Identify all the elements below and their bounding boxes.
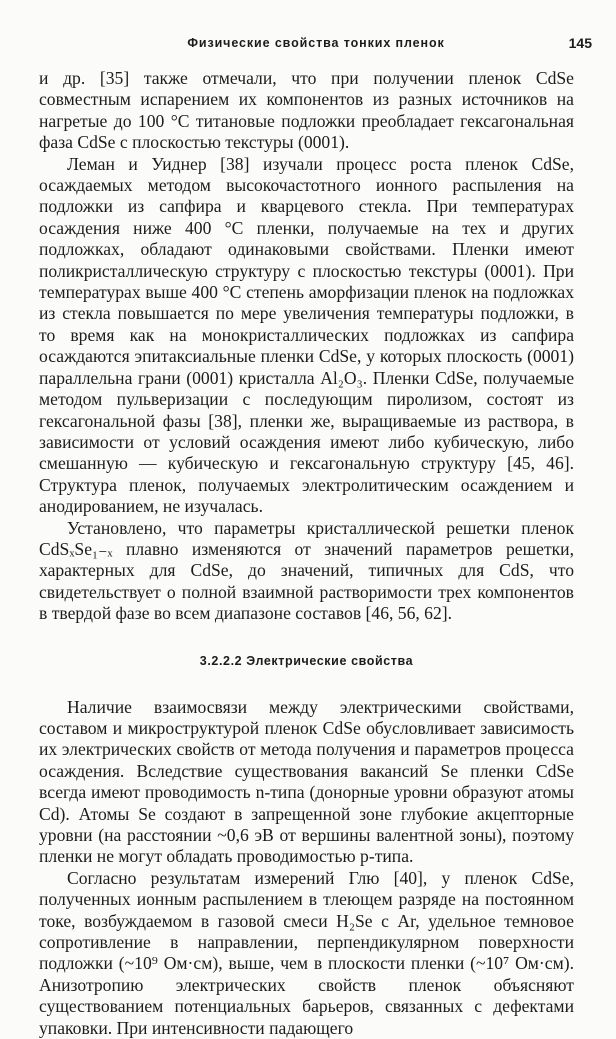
paragraph-electrical-properties: Наличие взаимосвязи между электрическими свойствами, составом и микроструктурой пленок CdSe обусловливает зависимость их электрических свойств от метода получения и параметров процесса осаждения. Вследствие существования вакансий Se пленки CdSe всегда имеют проводимость n-типа (донорные уровни образуют атомы Cd). Атомы Se создают в запрещенной зоне глубокие акцепторные уровни (на расстоянии ~0,6 эВ от вершины валентной зоны), поэтому пленки не могут обладать проводимостью p-типа. — [39, 696, 574, 867]
paragraph-glew-measurements: Согласно результатам измерений Глю [40], у пленок CdSe, полученных ионным распылением в тлеющем разряде на постоянном токе, возбуждаемом в газовой смеси H₂Se с Ar, удельное темновое сопротивление в направлении, перпендикулярном поверхности подложки (~10⁹ Ом·см), выше, чем в плоскости пленки (~10⁷ Ом·см). Анизотропию электрических свойств пленок объясняют существованием потенциальных барьеров, связанных с дефектами упаковки. При интенсивности падающего — [39, 867, 574, 1038]
paragraph-lattice-parameters: Установлено, что параметры кристаллической решетки пленок CdSₓSe₁₋ₓ плавно изменяются от значений параметров решетки, характерных для CdSe, до значений, типичных для CdS, что свидетельствует о полной взаимной растворимости трех компонентов в твердой фазе во всем диапазоне составов [46, 56, 62]. — [39, 517, 574, 624]
paragraph-continued: и др. [35] также отмечали, что при получении пленок CdSe совместным испарением их компонентов из разных источников на нагретые до 100 °C титановые подложки преобладает гексагональная фаза CdSe с плоскостью текстуры (0001). — [39, 68, 574, 153]
body-text — [39, 68, 574, 1039]
running-head — [40, 36, 592, 58]
running-title: Физические свойства тонких пленок — [187, 36, 445, 50]
paragraph-leman-widner: Леман и Уиднер [38] изучали процесс роста пленок CdSe, осаждаемых методом высокочастотного ионного распыления на подложки из сапфира и кварцевого стекла. При температурах осаждения ниже 400 °C пленки, получаемые на тех и других подложках, обладают одинаковыми свойствами. Пленки имеют поликристаллическую структуру с плоскостью текстуры (0001). При температурах выше 400 °C степень аморфизации пленок на подложках из стекла повышается по мере увеличения температуры подложки, в то время как на монокристаллических подложках из сапфира осаждаются эпитаксиальные пленки CdSe, у которых плоскость (0001) параллельна грани (0001) кристалла Al₂O₃. Пленки CdSe, получаемые методом пульверизации с последующим пиролизом, состоят из гексагональной фазы [38], пленки же, выращиваемые из раствора, в зависимости от условий осаждения имеют либо кубическую, либо смешанную — кубическую и гексагональную структуру [45, 46]. Структура пленок, получаемых электролитическим осаждением и анодированием, не изучалась. — [39, 153, 574, 517]
page-number: 145 — [568, 35, 592, 51]
subsection-heading: 3.2.2.2 Электрические свойства — [199, 653, 414, 668]
